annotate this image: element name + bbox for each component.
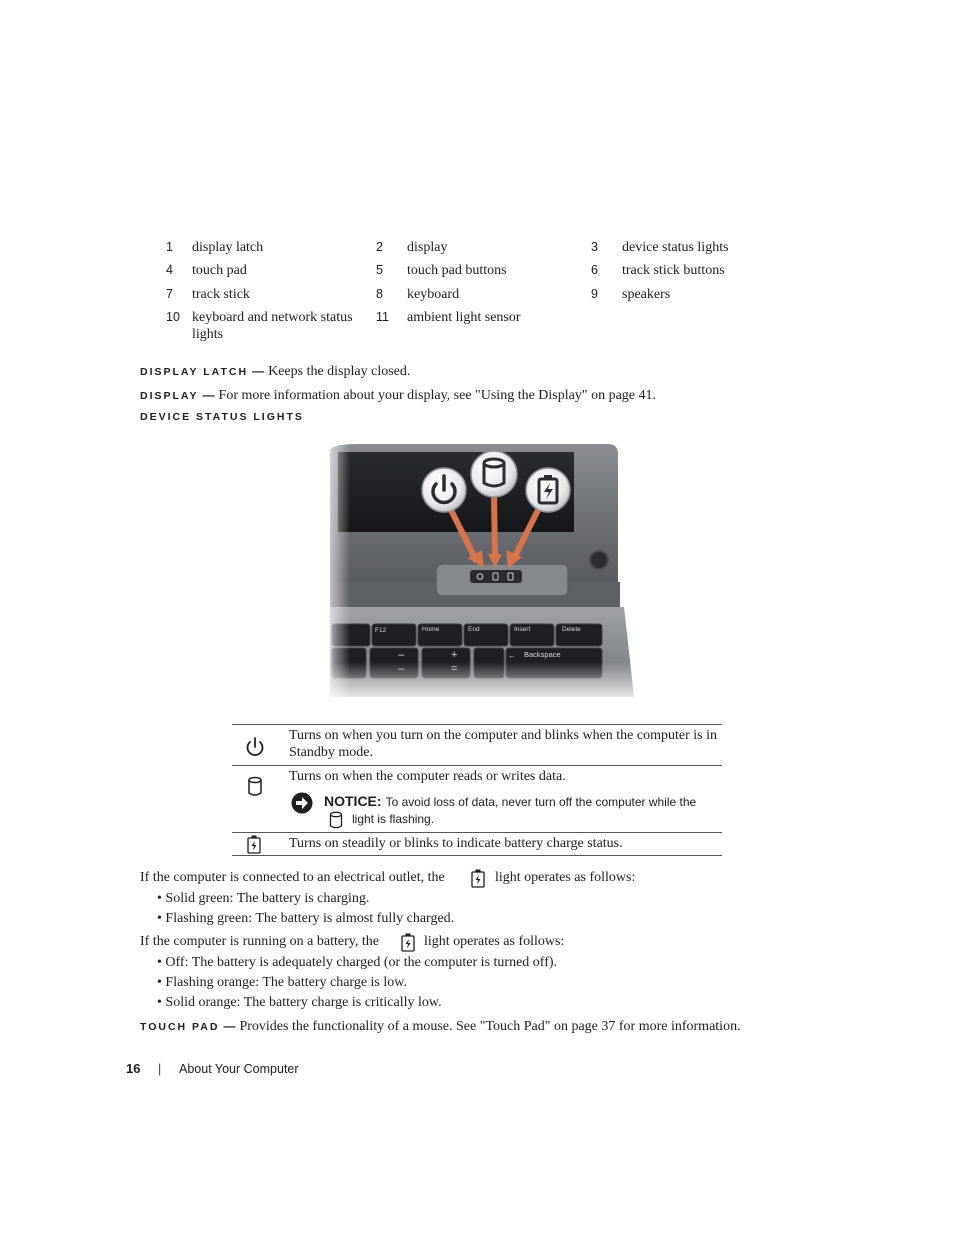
list-item: • Flashing orange: The battery charge is low. [157, 975, 407, 990]
page-number: 16 [126, 1061, 141, 1076]
notice-block [324, 793, 724, 811]
callout-label: ambient light sensor [407, 310, 521, 325]
section-heading: DISPLAY LATCH [140, 366, 249, 378]
callout-number: 9 [591, 287, 598, 301]
key-label-delete: Delete [562, 626, 581, 633]
callout-label: display latch [192, 240, 264, 255]
callout-label: device status lights [622, 240, 729, 255]
display-latch-paragraph [140, 362, 410, 380]
laptop-photo-illustration [318, 442, 638, 704]
notice-text-continued: light is flashing. [352, 812, 435, 826]
footer-title: About Your Computer [179, 1062, 299, 1076]
key-label-f12: F12 [375, 627, 387, 634]
callout-label: keyboard and network status lights [192, 310, 353, 342]
callout-label: display [407, 240, 448, 255]
list-item: • Flashing green: The battery is almost fully charged. [157, 911, 455, 926]
callout-number: 2 [376, 240, 383, 254]
callout-number: 3 [591, 240, 598, 254]
key-label-insert: Insert [514, 626, 531, 633]
table-row [232, 724, 722, 765]
list-item: • Off: The battery is adequately charged (or the computer is turned off). [157, 955, 558, 970]
em-dash: — [252, 364, 265, 378]
hard-drive-bubble [471, 451, 517, 497]
key-label-end: End [468, 626, 480, 633]
device-status-lights-heading: DEVICE STATUS LIGHTS [140, 411, 304, 423]
callout-number: 7 [166, 287, 173, 301]
callout-label: track stick [192, 287, 250, 302]
battery-bubble [526, 468, 570, 512]
em-dash: — [202, 388, 215, 402]
callout-label: touch pad [192, 263, 247, 278]
notice-text: To avoid loss of data, never turn off the computer while the [385, 795, 697, 809]
callout-number: 5 [376, 263, 383, 277]
callout-label: touch pad buttons [407, 263, 507, 278]
callout-number: 4 [166, 263, 173, 277]
status-description: Turns on when the computer reads or writes data. [289, 769, 566, 784]
notice-label: NOTICE: [324, 793, 382, 809]
table-row [232, 832, 722, 856]
status-description: Turns on when you turn on the computer and blinks when the computer is in Standby mode. [289, 728, 717, 760]
power-icon [244, 736, 266, 763]
table-row [232, 765, 722, 832]
list-item: • Solid orange: The battery charge is critically low. [157, 995, 442, 1010]
section-heading: TOUCH PAD [140, 1021, 220, 1033]
battery-text-before: If the computer is running on a battery, the [140, 934, 379, 949]
callout-number: 6 [591, 263, 598, 277]
callout-number: 10 [166, 310, 180, 324]
outlet-text-before: If the computer is connected to an electrical outlet, the [140, 870, 445, 885]
section-heading: DISPLAY [140, 390, 199, 402]
key-label-backspace: Backspace [524, 650, 561, 659]
battery-icon [247, 835, 261, 859]
display-paragraph [140, 386, 656, 404]
svg-text:←: ← [508, 651, 516, 660]
em-dash: — [223, 1019, 236, 1033]
key-label-home: Home [422, 626, 440, 633]
callout-label: keyboard [407, 287, 460, 302]
touch-pad-paragraph [140, 1017, 741, 1035]
battery-icon [471, 869, 485, 893]
svg-text:–: – [398, 649, 405, 661]
battery-paragraph [140, 933, 565, 950]
outlet-text-after: light operates as follows: [495, 870, 636, 885]
callout-label: track stick buttons [622, 263, 725, 278]
status-light-table [232, 724, 722, 856]
callout-number: 8 [376, 287, 383, 301]
callout-number: 11 [376, 310, 389, 324]
callout-number: 1 [166, 240, 173, 254]
section-text: For more information about your display, see "Using the Display" on page 41. [218, 388, 656, 403]
notice-icon [291, 792, 313, 819]
status-lights-photo [318, 442, 638, 704]
power-bubble [422, 468, 466, 512]
footer-separator: | [158, 1062, 162, 1076]
list-item: • Solid green: The battery is charging. [157, 891, 370, 906]
outlet-paragraph [140, 869, 636, 886]
section-text: Keeps the display closed. [268, 364, 411, 379]
svg-text:+: + [451, 649, 458, 661]
callout-label: speakers [622, 287, 671, 302]
status-description: Turns on steadily or blinks to indicate battery charge status. [289, 836, 623, 851]
hard-drive-icon [246, 776, 264, 803]
section-text: Provides the functionality of a mouse. See "Touch Pad" on page 37 for more information. [239, 1019, 741, 1034]
battery-text-after: light operates as follows: [424, 934, 565, 949]
